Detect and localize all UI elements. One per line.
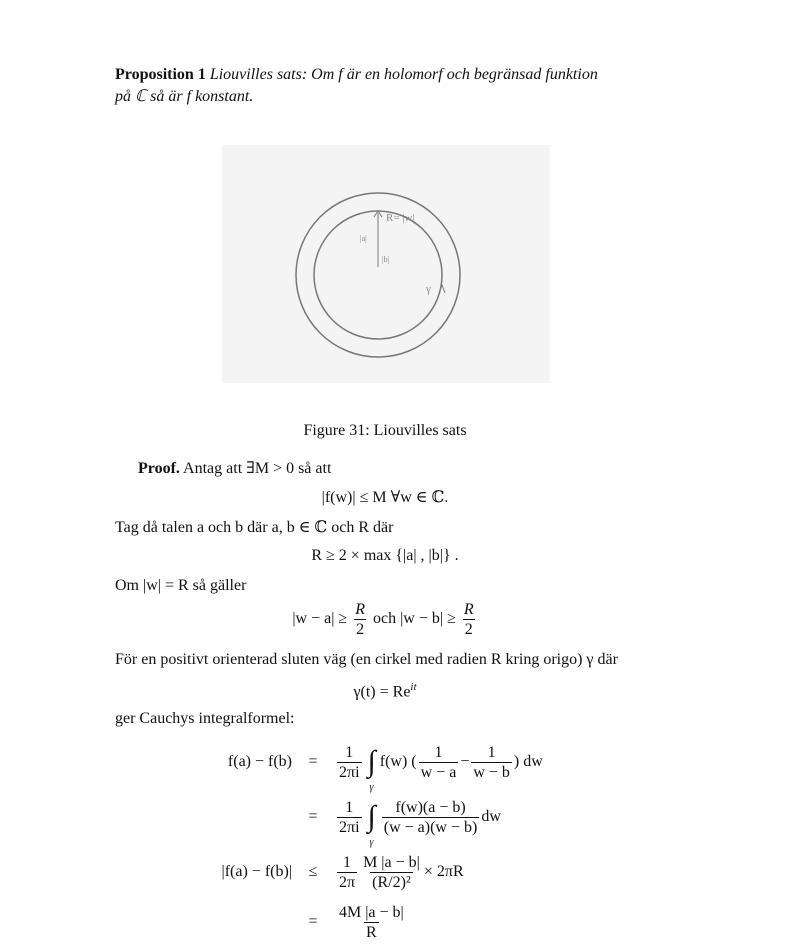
integral-sign: ∫ γ	[367, 800, 376, 848]
frac-num: 1	[343, 853, 352, 871]
label-a: |a|	[360, 234, 367, 243]
align-row-2	[0, 792, 800, 848]
align-lhs: f(a) − f(b)	[227, 753, 292, 770]
align-tail: dw	[481, 808, 501, 825]
align-rel: =	[308, 808, 318, 825]
align-row-4	[0, 897, 800, 947]
label-gamma: γ	[426, 283, 431, 295]
proof-label: Proof.	[138, 460, 180, 477]
proposition-label: Proposition 1	[115, 66, 206, 83]
frac-den: 2πi	[339, 763, 360, 781]
frac-den: 2	[356, 621, 365, 638]
frac-den: (R/2)²	[372, 873, 411, 891]
integral-sub: γ	[369, 837, 374, 848]
frac-den: w − a	[420, 763, 457, 781]
eq3-left: |w − a| ≥	[292, 610, 348, 628]
paragraph-5: ger Cauchys integralformel:	[115, 710, 295, 727]
frac-num: f(w)(a − b)	[395, 798, 466, 816]
align-row-1	[0, 737, 800, 793]
frac-num: 1	[345, 743, 354, 761]
label-b: |b|	[382, 255, 390, 264]
frac-den: R	[366, 923, 377, 941]
paragraph-3: Om |w| = R så gäller	[115, 577, 247, 594]
figure-caption: Figure 31: Liouvilles sats	[303, 422, 467, 439]
frac-num: 4M |a − b|	[339, 903, 404, 921]
proof-text: Antag att ∃M > 0 så att	[183, 460, 332, 477]
integral-sub: γ	[369, 782, 374, 793]
align-rel: =	[308, 913, 318, 930]
frac-den: (w − a)(w − b)	[383, 818, 478, 836]
align-body: f(w) (	[379, 753, 417, 770]
frac-den: w − b	[473, 763, 510, 781]
eq4-sup: it	[410, 681, 417, 693]
integral-sign: ∫ γ	[367, 745, 376, 793]
align-lhs: |f(a) − f(b)|	[221, 863, 292, 880]
eq4-base: γ(t) = Re	[353, 683, 411, 701]
proposition-text-1: Liouvilles sats: Om f är en holomorf och begränsad funktion	[209, 66, 598, 83]
equation-distances	[0, 600, 770, 639]
equation-bound: |f(w)| ≤ M ∀w ∈ ℂ.	[321, 489, 449, 506]
circle-sketch	[222, 145, 550, 383]
frac-den: 2	[464, 621, 473, 638]
proposition	[115, 66, 598, 84]
frac-num: 1	[345, 798, 354, 816]
label-R: R= |w|	[386, 212, 415, 224]
frac-den: 2πi	[339, 818, 360, 836]
equation-R: R ≥ 2 × max {|a| , |b|} .	[311, 547, 459, 564]
eq3-mid: och |w − b| ≥	[373, 610, 456, 628]
align-rel: =	[308, 753, 318, 770]
liouville-figure	[222, 145, 550, 383]
frac-num: R	[463, 601, 474, 618]
frac-num: M |a − b|	[363, 853, 420, 871]
align-row-3	[0, 847, 800, 897]
paragraph-4: För en positivt orienterad sluten väg (en cirkel med radien R kring origo) γ där	[115, 651, 618, 668]
frac-den: 2π	[339, 873, 356, 891]
proof-start	[138, 458, 331, 478]
align-tail: × 2πR	[423, 863, 464, 880]
frac-num: 1	[487, 743, 496, 761]
frac-num: 1	[434, 743, 443, 761]
paragraph-2: Tag då talen a och b där a, b ∈ ℂ och R där	[115, 519, 394, 536]
minus: −	[460, 753, 470, 770]
equation-gamma	[0, 681, 770, 701]
align-rel: ≤	[308, 863, 318, 880]
frac-num: R	[355, 601, 365, 618]
proposition-text-2: på ℂ så är f konstant.	[115, 88, 254, 105]
align-tail: ) dw	[513, 753, 543, 770]
